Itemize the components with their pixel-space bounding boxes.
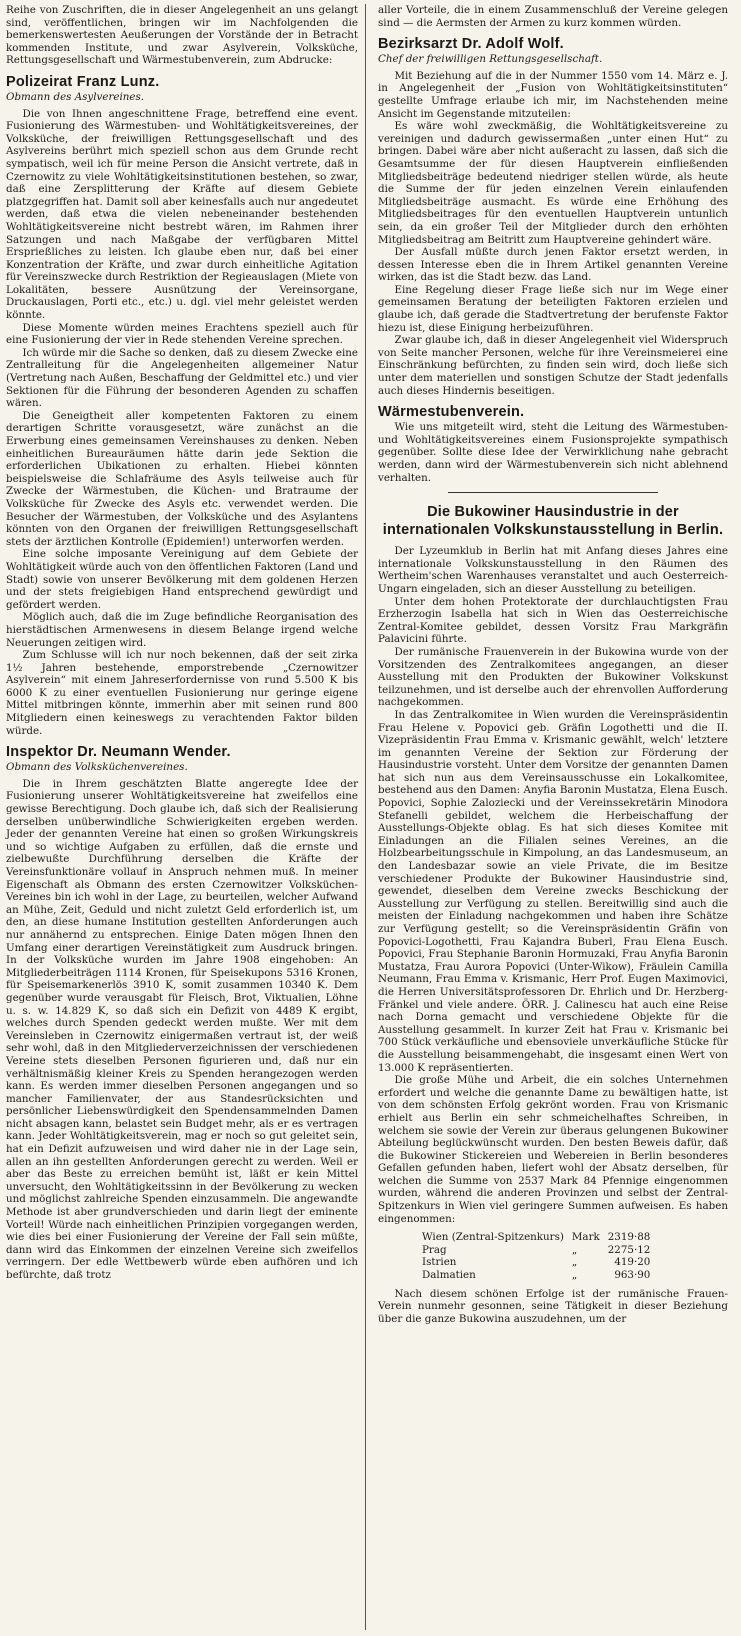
revenue-table (418, 1231, 654, 1281)
paragraph: Zum Schlusse will ich nur noch bekennen, daß der seit zirka 1½ Jahren bestehende, emporstrebende „Czernowitzer Asylverein“ mit einem Jahreserfordernisse von rund 5.500 K bis 6000 K zu einer eventuellen Fusionierung nur geringe eigene Mittel mitbringen könnte, immerhin aber mit seinen rund 800 Mitgliedern einen keineswegs zu verachtenden Faktor bilden würde. (6, 649, 358, 737)
paragraph: Mit Beziehung auf die in der Nummer 1550 vom 14. März e. J. in Angelegenheit der „Fusion von Wohltätigkeitsinstituten“ gestellte Umfrage erlaube ich mir, im Nachstehenden meine Ansicht im Gegenstande mitzuteilen: (378, 69, 728, 120)
section-heading-lunz: Polizeirat Franz Lunz. (6, 73, 160, 90)
paragraph: Eine solche imposante Vereinigung auf dem Gebiete der Wohltätigkeit würde auch von den öffentlichen Faktoren (Land und Stadt) sowie von unserer Bevölkerung mit dem goldenen Herzen und der stets freigiebigen Hand entsprechend gewürdigt und gefördert werden. (6, 548, 358, 611)
table-row (418, 1256, 654, 1269)
section-subtitle-neumann: Obmann des Volksküchenvereines. (6, 761, 188, 774)
paragraph: Wie uns mitgeteilt wird, steht die Leitung des Wärmestuben- und Wohltätigkeitsvereines einem Fusionsprojekte sympathisch gegenüber. Sollte diese Idee der Verwirklichung nahe gebracht werden, dann wird der Wärmestubenverein sich nicht ablehnend verhalten. (378, 421, 728, 484)
paragraph: Der Lyzeumklub in Berlin hat mit Anfang dieses Jahres eine internationale Volkskunstausstellung in den Räumen des Wertheim'schen Warenhauses veranstaltet und auch Oesterreich-Ungarn eingeladen, sich an dieser Ausstellung zu beteiligen. (378, 545, 728, 595)
article-headline-hausindustrie: Die Bukowiner Hausindustrie in der internationalen Volkskunstausstellung in Berlin. (382, 504, 724, 539)
paragraph: Zwar glaube ich, daß in dieser Angelegenheit viel Widerspruch von Seite mancher Personen, welche für ihre Vereinsmeierei eine Einschränkung befürchten, zu finden sein wird, doch ließe sich unter dem materiellen und sonstigen Schutze der Stadt jedenfalls auch dieses Hindernis beseitigen. (378, 334, 728, 397)
left-column (6, 4, 358, 1282)
section-heading-waermestube: Wärmestubenverein. (378, 404, 525, 421)
table-cell-unit: „ (571, 1256, 578, 1269)
table-cell-unit: „ (571, 1269, 578, 1282)
table-cell-place: Dalmatien (422, 1269, 476, 1282)
paragraph: Die große Mühe und Arbeit, die ein solches Unternehmen erfordert und welche die genannte Dame zu bewältigen hatte, ist von dem schönsten Erfolg gekrönt worden. Frau von Krismanic erhielt aus Berlin ein sehr schmeichelhaftes Schreiben, in welchem sie sowie der Verein zur überaus gelungenen Bukowiner Abteilung beglückwünscht wurden. Den besten Beweis dafür, daß die Bukowiner Stickereien und Webereien in Berlin besonderes Gefallen gefunden haben, liefert wohl der Absatz derselben, für welchen die Summe von 2537 Mark 84 Pfennige eingenommen wurden, während die anderen Provinzen und selbst der Zentral-Spitzenkurs in Wien viel geringere Summen aufweisen. Es haben eingenommen: (378, 1074, 728, 1225)
paragraph: Ich würde mir die Sache so denken, daß zu diesem Zwecke eine Zentralleitung für die Angelegenheiten allgemeiner Natur (Vertretung nach Außen, Beschaffung der Geldmittel etc.) und vier Sektionen für die Führung der besonderen Agenden zu schaffen wären. (6, 346, 358, 410)
table-row (418, 1244, 654, 1257)
paragraph: Möglich auch, daß die im Zuge befindliche Reorganisation des hierstädtischen Armenwesens in diesem Belange irgend welche Neuerungen zeitigen wird. (6, 611, 358, 649)
paragraph: Der Ausfall müßte durch jenen Faktor ersetzt werden, in dessen Interesse eben die in Ihrem Artikel genannten Vereine wirken, das ist die Stadt bezw. das Land. (378, 246, 728, 284)
table-cell-unit: Mark (571, 1231, 600, 1244)
table-cell-place: Istrien (422, 1256, 457, 1269)
paragraph: Der rumänische Frauenverein in der Bukowina wurde von der Vorsitzenden des Zentralkomitees angegangen, an dieser Ausstellung mit den Produkten der Bukowiner Volkskunst teilzunehmen, und ist derselbe auch der ehrenvollen Aufforderung nachgekommen. (378, 645, 728, 709)
section-subtitle-wolf: Chef der freiwilligen Rettungsgesellschaft. (378, 53, 603, 66)
paragraph: Diese Momente würden meines Erachtens speziell auch für eine Fusionierung der vier in Rede stehenden Vereine sprechen. (6, 321, 358, 347)
table-cell-unit: „ (571, 1243, 578, 1256)
paragraph: Es wäre wohl zweckmäßig, die Wohltätigkeitsvereine zu vereinigen und dadurch gewissermaßen „unter einen Hut“ zu bringen. Dabei wäre aber nicht außeracht zu lassen, daß sich die Gesamtsumme der für diesen Hauptverein einfließenden Mitgliedsbeiträge bedeutend niedriger stellen würde, als heute die Summe der für jeden einzelnen Verein einlaufenden Mitgliedsbeiträge ausmacht. Es würde eine Erhöhung des Mitgliedsbeitrages für den eventuellen Hauptverein untunlich sein, da ein großer Teil der Mitglieder durch den erhöhten Mitgliedsbeitrag am Beitritt zum Hauptvereine gehindert wäre. (378, 120, 728, 246)
continuation-paragraph: aller Vorteile, die in einem Zusammenschluß der Vereine gelegen sind — die Aermsten der Armen zu kurz kommen würden. (378, 4, 728, 29)
table-cell-value: 419·20 (614, 1256, 651, 1269)
intro-paragraph: Reihe von Zuschriften, die in dieser Angelegenheit an uns gelangt sind, veröffentlichen, bringen wir im Nachfolgenden die bemerkenswertesten Aeußerungen der Vorstände der in Betracht kommenden Institute, und zwar Asylverein, Volksküche, Rettungsgesellschaft und Wärmestubenverein, zum Abdrucke: (6, 4, 358, 67)
table-row (418, 1269, 654, 1282)
table-cell-value: 2275·12 (607, 1243, 651, 1256)
column-rule (365, 4, 366, 1630)
table-row (418, 1231, 654, 1244)
paragraph: Eine Regelung dieser Frage ließe sich nur im Wege einer gemeinsamen Beratung der beteiligten Faktoren erzielen und glaube ich, daß gerade die Stadtvertretung der berufenste Faktor hiezu ist, diese Einigung herbeizuführen. (378, 283, 728, 334)
right-column (378, 4, 728, 1325)
section-heading-neumann: Inspektor Dr. Neumann Wender. (6, 744, 231, 761)
paragraph: Unter dem hohen Protektorate der durchlauchtigsten Frau Erzherzogin Isabella hat sich in Wien das Oesterreichische Zentral-Komitee gebildet, dessen Vorsitz Frau Markgräfin Palavicini führte. (378, 595, 728, 646)
section-divider (448, 492, 658, 493)
paragraph: Die Geneigtheit aller kompetenten Faktoren zu einem derartigen Schritte vorausgesetzt, wäre zunächst an die Erwerbung eines gemeinsamen Vereinshauses zu denken. Neben einheitlichen Bureauräumen hätte darin jede Sektion die erforderlichen Ubikationen zu erhalten. Hiebei könnten beispielsweise die Schlafräume des Asyls teilweise auch für Zwecke der Wärmestuben, die Küchen- und Bratraume der Volksküche für Zwecke des Asyls etc. verwendet werden. Die Besucher der Wärmestuben, der Volksküche und des Asylantens könnten von den Organen der freiwilligen Rettungsgesellschaft stets der ärztlichen Kontrolle (Epidemien!) unterworfen werden. (6, 409, 358, 548)
paragraph: In das Zentralkomitee in Wien wurden die Vereinspräsidentin Frau Helene v. Popovici geb. Gräfin Logothetti und die II. Vizepräsidentin Frau Emma v. Krismanic gewählt, welch' letztere im genannten Vereine der Sektion zur Förderung der Hausindustrie vorsteht. Unter dem Vorsitze der genannten Damen hat sich nun aus dem Vereinsausschusse ein Lokalkomitee, bestehend aus den Damen: Anyfia Baronin Mustatza, Elena Eusch. Popovici, Sophie Zaloziecki und der Vereinssekretärin Minodora Stefanelli gebildet, welchem die Herbeischaffung der Ausstellungs-Objekte oblag. Es hat sich dieses Komitee mit Einladungen an die Filialen seines Vereines, an die Holzbearbeitungsschule in Kimpolung, an das Landesmuseum, an den Landesbazar sowie an viele Private, die im Besitze verschiedener Produkte der Bukowiner Hausindustrie sind, gewendet, dieselben dem Vereine zwecks Beschickung der Ausstellung zur Verfügung zu stellen. Bereitwillig sind auch die meisten der Einladung nachgekommen und haben ihre Schätze zur Verfügung gestellt; so die Vereinspräsidentin Gräfin von Popovici-Logothetti, Frau Kajandra Buberl, Frau Elena Eusch. Popovici, Frau Stephanie Baronin Hormuzaki, Frau Anyfia Baronin Mustatza, Frau Aurora Popovici (Unter-Wikow), Fräulein Camilla Neumann, Frau Emma v. Krismanic, Herr Prof. Eugen Maximovici, die Herren Universitätsprofessoren Dr. Ehrlich und Dr. Herzberg-Fränkel und viele andere. ÖRR. J. Calinescu hat auch eine Reise nach Dorna gemacht und verschiedene Objekte für die Ausstellung gesammelt. In kurzer Zeit hat Frau v. Krismanic bei 700 Stück verkäufliche und ebensoviele unverkäufliche Stücke für die Ausstellung beisammengehabt, die insgesamt einen Wert von 13.000 K repräsentierten. (378, 708, 728, 1074)
table-cell-value: 963·90 (614, 1269, 651, 1282)
paragraph: Die in Ihrem geschätzten Blatte angeregte Idee der Fusionierung unserer Wohltätigkeitsvereine hat zweifellos eine gewisse Berechtigung. Doch glaube ich, daß sich der Realisierung derselben unüberwindliche Schwierigkeiten ergeben werden. Jeder der genannten Vereine hat einen so großen Wirkungskreis und so wichtige Aufgaben zu erfüllen, daß die ernste und zielbewußte Durchführung derselben die Kräfte der Vereinsfunktionäre vollauf in Anspruch nehmen muß. In meiner Eigenschaft als Obmann des ersten Czernowitzer Volksküchen-Vereines bin ich wohl in der Lage, zu beurteilen, welcher Aufwand an Mühe, Zeit, Geduld und nicht zuletzt Geld erforderlich ist, um den, an diese humane Institution gestellten Anforderungen auch nur annähernd zu entsprechen. Einige Daten mögen Ihnen den Umfang einer derartigen Vereinstätigkeit zum Ausdruck bringen. In der Volksküche wurden im Jahre 1908 eingehoben: An Mitgliederbeiträgen 1114 Kronen, für Speisekupons 5316 Kronen, für Speisemarkenerlös 3910 K, somit zusammen 10340 K. Dem gegenüber wurde verausgabt für Fleisch, Brot, Viktualien, Löhne u. s. w. 14.829 K, so daß sich ein Defizit von 4489 K ergibt, welches durch Spenden gedeckt werden mußte. Wer mit dem Vereinsleben in Czernowitz einigermaßen vertraut ist, der weiß sehr wohl, daß in den Mitgliederverzeichnissen der verschiedenen Vereine stets dieselben Personen figurieren und, daß nur ein verhältnismäßig kleiner Kreis zu Spenden herangezogen werden kann. Es werden immer dieselben Personen angegangen und so mancher Familienvater, der aus Standesrücksichten und persönlicher Liebenswürdigkeit den Spendensammelnden Damen nicht absagen kann, belastet sein Budget mehr, als er es vertragen kann. Jeder Wohltätigkeitsverein, mag er noch so gut geleitet sein, hat ein Defizit aufzuweisen und wird daher nie in der Lage sein, allen an ihn gestellten Anforderungen gerecht zu werden. Weil er aber das Beste zu erreichen bemüht ist, läßt er kein Mittel unversucht, den Wohltätigkeitssinn in der Bevölkerung zu wecken und möglichst zahlreiche Spenden einzusammeln. Die angewandte Methode ist aber grundverschieden und darin liegt der eminente Vorteil! Würde nach einheitlichen Prinzipien vorgegangen werden, wie dies bei einer Fusionierung der Vereine der Fall sein müßte, dann wird das Einkommen der einzelnen Vereine sich zweifellos verringern. Der edle Wettbewerb würde eben aufhören und ich befürchte, daß trotz (6, 777, 358, 1281)
table-cell-place: Prag (422, 1243, 447, 1256)
closing-paragraph: Nach diesem schönen Erfolge ist der rumänische Frauen-Verein nunmehr gesonnen, seine Tätigkeit in dieser Beziehung über die ganze Bukowina auszudehnen, um der (378, 1287, 728, 1325)
section-heading-wolf: Bezirksarzt Dr. Adolf Wolf. (378, 36, 564, 53)
section-subtitle-lunz: Obmann des Asylvereines. (6, 90, 145, 103)
paragraph: Die von Ihnen angeschnittene Frage, betreffend eine event. Fusionierung des Wärmestuben- und Wohltätigkeitsvereines, der Volksküche, der freiwilligen Rettungsgesellschaft und des Asylvereins berührt mich speziell schon aus dem Grunde recht sympatisch, weil ich für meine Person die Ansicht vertrete, daß in Czernowitz zu viele Wohltätigkeitsinstitutionen bestehen, so zwar, daß eine Zersplitterung der Kräfte auf diesem Gebiete platzgegriffen hat. Damit soll aber keinesfalls auch nur angedeutet werden, daß etwa die vielen nebeneinander bestehenden Wohltätigkeitsvereine nicht bestrebt wären, im Rahmen ihrer Satzungen und nach Maßgabe der verfügbaren Mittel Ersprießliches zu leisten. Ich glaube eben nur, daß bei einer Konzentration der Kräfte, und zwar durch einheitliche Agitation für Vereinszwecke durch Restriktion der Regieauslagen (Miete von Lokalitäten, bessere Ausnützung der Vereinsorgane, Druckauslagen, Porti etc., etc.) u. dgl. viel mehr geleistet werden könnte. (6, 107, 358, 322)
table-cell-value: 2319·88 (607, 1231, 651, 1244)
table-cell-place: Wien (Zentral-Spitzenkurs) (422, 1231, 564, 1244)
